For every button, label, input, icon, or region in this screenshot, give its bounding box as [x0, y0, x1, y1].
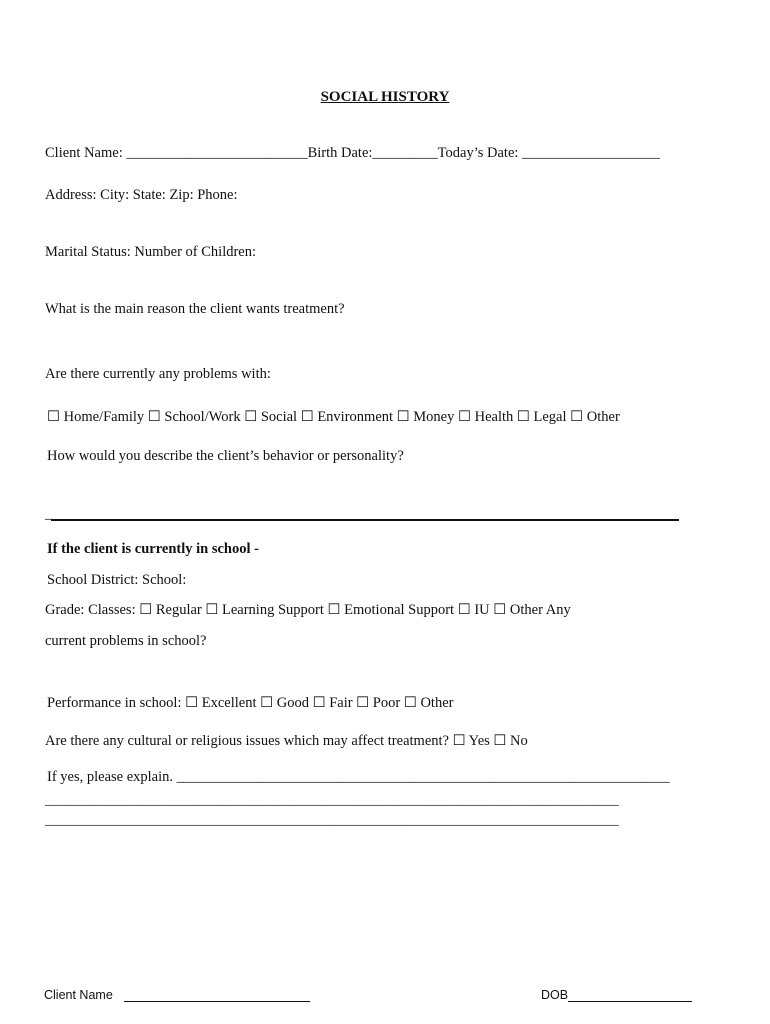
footer-dob-field[interactable]: [568, 989, 692, 1002]
footer-client-name-label: Client Name: [44, 988, 113, 1002]
performance-line[interactable]: Performance in school: ☐ Excellent ☐ Good ☐ Fair ☐ Poor ☐ Other: [47, 695, 454, 711]
problem-options[interactable]: ☐ Home/Family ☐ School/Work ☐ Social ☐ Environment ☐ Money ☐ Health ☐ Legal ☐ Other: [47, 409, 620, 425]
behavior-answer-rule: [51, 519, 679, 521]
explain-blank-line-1: _______________________________________________________________________________________: [45, 792, 619, 807]
explain-blank-line-2: _______________________________________________________________________________________: [45, 812, 619, 827]
cultural-issues-question[interactable]: Are there any cultural or religious issues which may affect treatment? ☐ Yes ☐ No: [45, 733, 528, 749]
problems-question: Are there currently any problems with:: [45, 366, 271, 382]
behavior-question: How would you describe the client’s behavior or personality?: [47, 448, 404, 464]
footer-dob-label: DOB: [541, 988, 569, 1002]
footer-client-name: [44, 988, 310, 1002]
rule-prefix: _: [45, 506, 53, 522]
school-district-line: School District: School:: [47, 572, 187, 588]
treatment-reason-question: What is the main reason the client wants treatment?: [45, 301, 345, 317]
marital-status-line: Marital Status: Number of Children:: [45, 244, 257, 260]
explain-line: If yes, please explain. ____________________________________________________________________: [47, 769, 670, 785]
school-section-heading: If the client is currently in school -: [47, 541, 259, 557]
client-info-line: Client Name: _________________________Birth Date:_________Today’s Date: ___________________: [45, 145, 660, 161]
footer-dob: [541, 988, 692, 1002]
grade-classes-line[interactable]: Grade: Classes: ☐ Regular ☐ Learning Support ☐ Emotional Support ☐ IU ☐ Other Any: [45, 602, 571, 618]
footer-client-name-field[interactable]: [124, 989, 310, 1002]
grade-classes-line-cont: current problems in school?: [45, 633, 207, 649]
page-title: SOCIAL HISTORY: [320, 89, 450, 105]
address-line: Address: City: State: Zip: Phone:: [45, 187, 238, 203]
